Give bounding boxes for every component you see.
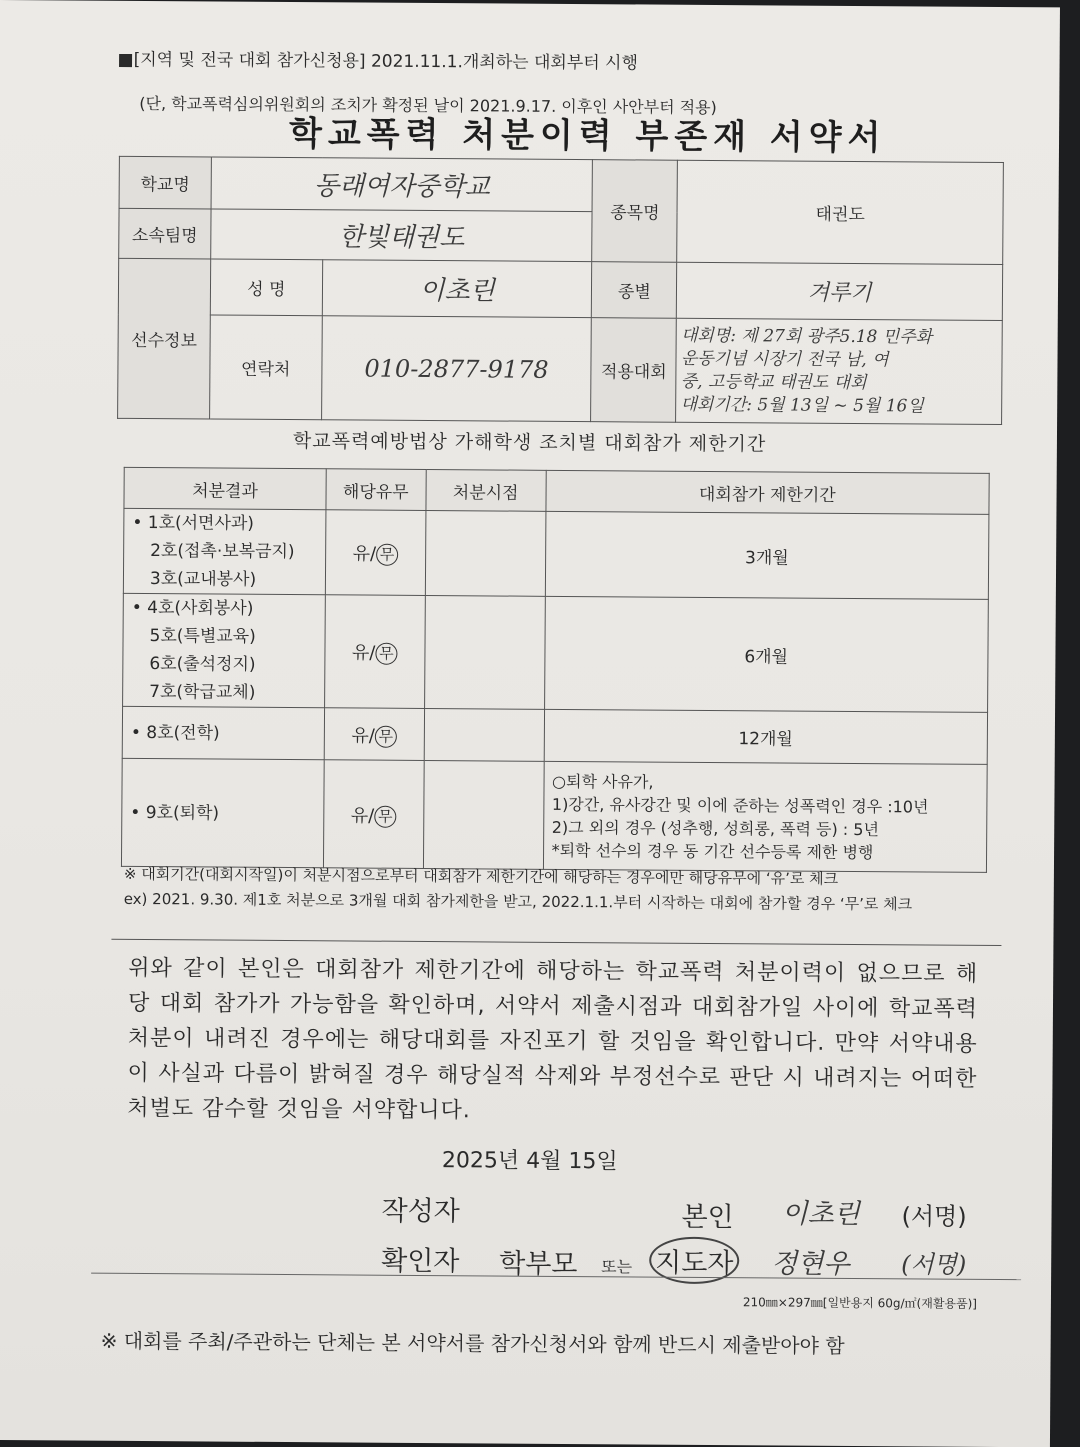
result-item: 2호(접촉·보복금지)	[150, 541, 295, 563]
result-item: • 1호(서면사과)	[132, 512, 255, 534]
category-label: 종별	[592, 262, 677, 319]
result-item: 5호(특별교육)	[149, 626, 256, 647]
competition-details	[676, 318, 1002, 424]
category-value: 겨루기	[677, 262, 1003, 320]
result-item: 3호(교내봉사)	[149, 569, 257, 590]
paper-spec: 210㎜×297㎜[일반용지 60g/㎡(재활용품)]	[742, 1295, 978, 1311]
header-applicable: 해당유무	[326, 469, 426, 511]
applicable-cell: 유/ 무	[325, 510, 425, 596]
no-option-circled: 무	[375, 643, 397, 665]
header-result: 처분결과	[124, 467, 326, 509]
result-item: 6호(출석정지)	[149, 654, 256, 675]
no-option-circled: 무	[375, 725, 397, 747]
header-line-2: (단, 학교폭력심의위원회의 조치가 확정된 날이 2021.9.17. 이후인 사안부터 적용)	[139, 93, 717, 118]
header-disposal-date: 처분시점	[426, 469, 546, 511]
header-line-1: ■[지역 및 전국 대회 참가신청용] 2021.11.1.개최하는 대회부터 시행	[117, 49, 639, 74]
result-cell	[123, 508, 325, 594]
penalty-subtitle: 학교폭력예방법상 가해학생 조치별 대회참가 제한기간	[292, 430, 767, 456]
self-signature: (서명)	[901, 1202, 967, 1231]
coach-signature: (서명)	[901, 1250, 967, 1279]
disposal-date-cell	[424, 595, 545, 709]
result-item: • 4호(사회봉사)	[131, 597, 254, 619]
yes-option: 유	[351, 642, 370, 664]
result-item: • 9호(퇴학)	[130, 802, 220, 824]
penalty-table	[121, 467, 990, 873]
contact-value: 010-2877-9178	[321, 316, 591, 422]
divider	[111, 939, 1001, 946]
team-label: 소속팀명	[119, 208, 211, 259]
info-table	[117, 156, 1004, 425]
competition-line: 중, 고등학교 태권도 대회	[680, 371, 867, 393]
period-cell: 6개월	[544, 596, 988, 712]
submission-footnote: ※ 대회를 주최/주관하는 단체는 본 서약서를 참가신청서와 함께 반드시 제출받아야 함	[100, 1328, 845, 1358]
applicable-cell: 유/ 무	[324, 708, 424, 761]
disposal-date-cell	[425, 510, 545, 596]
check-note: ※ 대회기간(대회시작일)이 처분시점으로부터 대회참가 제한기간에 해당하는 경우에만 해당유무에 ‘유’로 체크	[123, 864, 839, 888]
applicable-cell: 유/ 무	[323, 760, 424, 869]
competition-line: 운동기념 시장기 전국 남, 여	[680, 348, 889, 370]
writer-label: 작성자	[381, 1195, 460, 1228]
pledge-text: 위와 같이 본인은 대회참가 제한기간에 해당하는 학교폭력 처분이력이 없으므로 해당 대회 참가가 가능함을 확인하며, 서약서 제출시점과 대회참가일 사이에 학교폭력 처분이 내려진 경우에는 해당대회를 자진포기 할 것임을 확인합니다. 만약 서약내용이 사실과 다름이 밝혀질 경우 해당실적 삭제와 부정선수로 판단 시 내려지는 어떠한 처벌도 감수할 것임을 서약합니다.	[127, 955, 979, 1124]
yes-option: 유	[352, 543, 371, 565]
competition-label: 적용대회	[591, 318, 677, 423]
period-cell: 12개월	[544, 709, 988, 764]
document-title: 학교폭력 처분이력 부존재 서약서	[288, 114, 887, 159]
self-label: 본인	[681, 1201, 734, 1234]
example-note: ex) 2021. 9.30. 제1호 처분으로 3개월 대회 참가제한을 받고, 2022.1.1.부터 시작하는 대회에 참가할 경우 ‘무’로 체크	[123, 889, 913, 914]
result-item: 7호(학급교체)	[149, 682, 256, 703]
event-value: 태권도	[677, 160, 1003, 264]
pledge-date: 2025년 4월 15일	[441, 1148, 618, 1175]
or-label: 또는	[601, 1257, 633, 1277]
yes-option: 유	[351, 724, 369, 747]
school-value: 동래여자중학교	[211, 157, 593, 212]
name-label: 성 명	[210, 259, 322, 316]
coach-label: 지도자	[649, 1237, 740, 1285]
expulsion-note-cell	[543, 761, 987, 872]
result-cell	[122, 706, 324, 759]
parent-label: 학부모	[499, 1248, 578, 1281]
applicable-cell: 유/ 무	[324, 595, 425, 709]
coach-name: 정현우	[771, 1248, 850, 1280]
result-cell	[123, 593, 326, 707]
no-option-circled: 무	[376, 544, 398, 566]
competition-line: 대회명: 제 27회 광주5.18 민주화	[680, 325, 933, 348]
no-option-circled: 무	[374, 805, 396, 827]
expulsion-note-line: 1)강간, 유사강간 및 이에 준하는 성폭력인 경우 :10년	[551, 794, 929, 817]
disposal-date-cell	[423, 760, 544, 869]
header-restriction-period: 대회참가 제한기간	[545, 470, 989, 514]
competition-period: 대회기간: 5월 13일 ~ 5월 16일	[680, 394, 924, 416]
result-item: • 8호(전학)	[130, 722, 220, 744]
contact-label: 연락처	[209, 315, 322, 420]
confirmer-label: 확인자	[381, 1245, 460, 1278]
disposal-date-cell	[424, 708, 544, 761]
self-name: 이초린	[781, 1198, 860, 1231]
name-value: 이초린	[322, 260, 592, 318]
period-cell: 3개월	[545, 511, 989, 599]
school-label: 학교명	[119, 156, 211, 209]
event-label: 종목명	[592, 160, 678, 263]
result-cell	[121, 758, 324, 867]
expulsion-note-line: 2)그 외의 경우 (성추행, 성희롱, 폭력 등) : 5년	[551, 817, 880, 839]
expulsion-note-line: *퇴학 선수의 경우 동 기간 선수등록 제한 병행	[551, 840, 874, 862]
player-info-label: 선수정보	[118, 258, 211, 419]
team-value: 한빛태권도	[211, 209, 593, 262]
yes-option: 유	[350, 804, 369, 827]
expulsion-note-line: ○퇴학 사유가,	[552, 771, 654, 792]
